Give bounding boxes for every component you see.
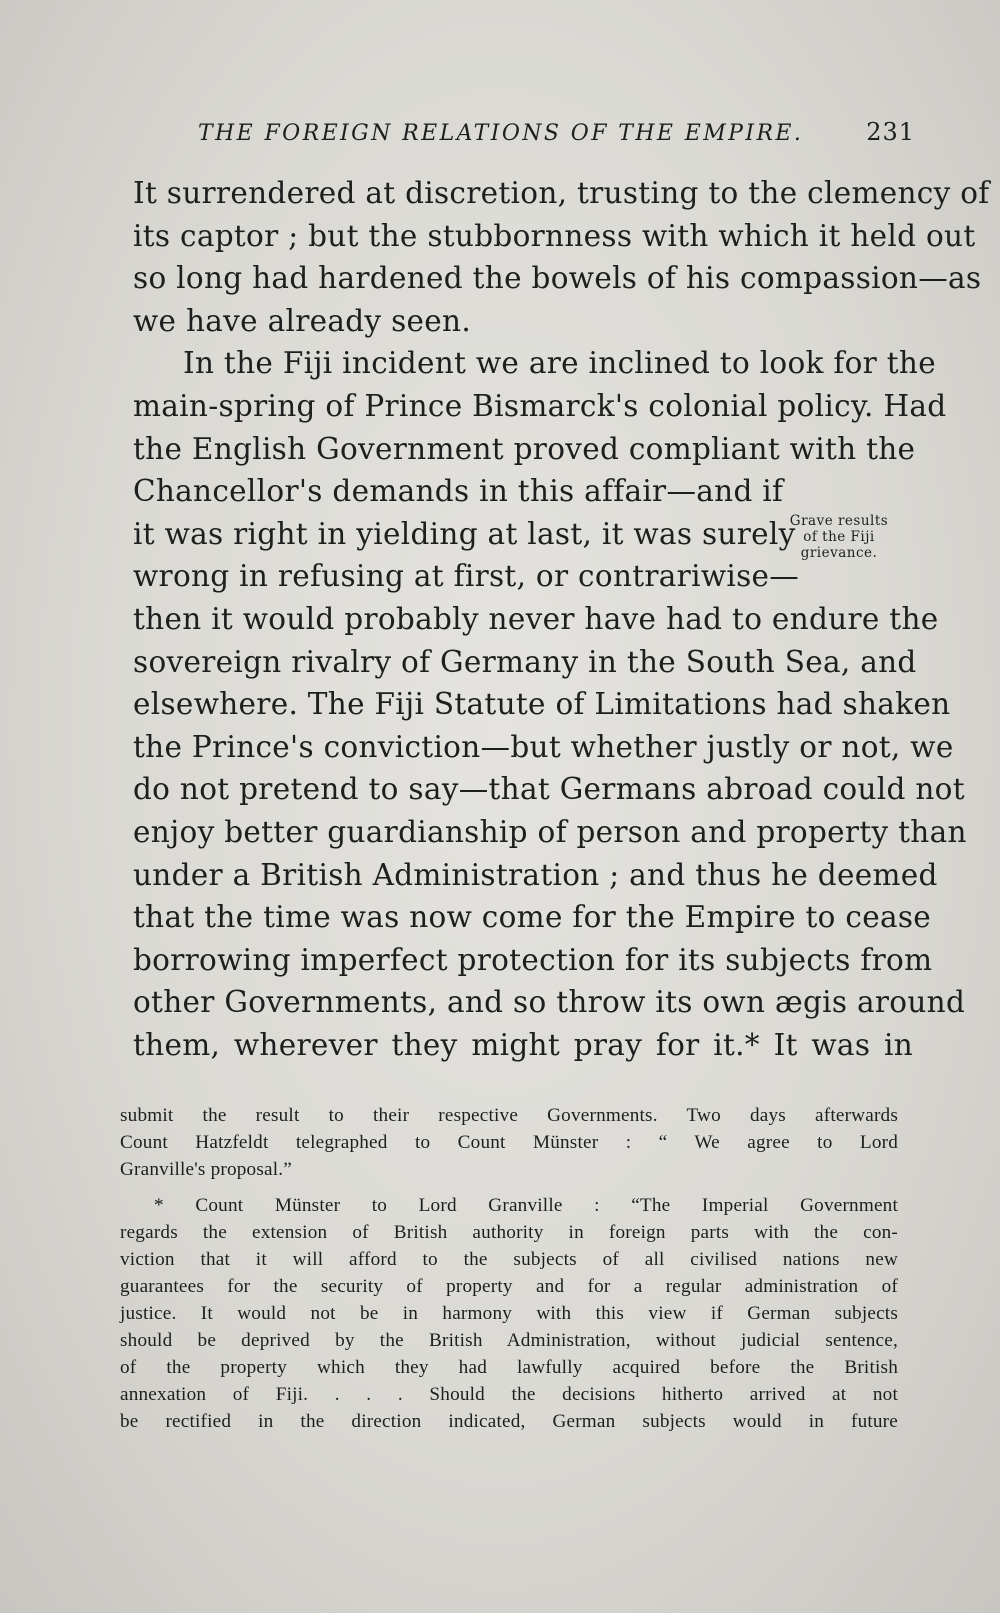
body-line: Chancellor's demands in this affair—and if: [133, 474, 784, 509]
footnote-line: Granville's proposal.”: [120, 1159, 292, 1180]
body-line: borrowing imperfect protection for its subjects from: [133, 942, 933, 977]
body-line: do not pretend to say—that Germans abroad could not: [133, 772, 965, 807]
footnote-line: submit the result to their respective Governments. Two days afterwards: [120, 1105, 898, 1126]
margin-note-line: grievance.: [800, 545, 878, 561]
running-title: THE FOREIGN RELATIONS OF THE EMPIRE.: [198, 121, 804, 146]
footnote-line: should be deprived by the British Administration, without judicial sentence,: [120, 1330, 898, 1351]
footnote-line: justice. It would not be in harmony with this view if German subjects: [120, 1303, 898, 1324]
body-line: other Governments, and so throw its own ægis around: [133, 985, 966, 1020]
footnote-gap: [120, 1183, 898, 1192]
footnote-line: regards the extension of British authority in foreign parts with the con-: [120, 1222, 898, 1243]
margin-note-line: of the Fiji: [803, 529, 875, 545]
footnote-line: be rectified in the direction indicated, German subjects would in future: [120, 1411, 898, 1432]
body-line: In the Fiji incident we are inclined to look for the: [183, 346, 936, 381]
footnote-line: * Count Münster to Lord Granville : “The Imperial Government: [154, 1195, 898, 1216]
body-line: then it would probably never have had to endure the: [133, 601, 939, 636]
body-line: main-spring of Prince Bismarck's colonial policy. Had: [133, 388, 947, 423]
body-line: we have already seen.: [133, 303, 472, 338]
footnote-line: annexation of Fiji. . . . Should the decisions hitherto arrived at not: [120, 1384, 898, 1405]
body-text: [133, 172, 990, 1066]
body-line: the English Government proved compliant with the: [133, 431, 916, 466]
body-line: under a British Administration ; and thus he deemed: [133, 857, 938, 892]
body-line: so long had hardened the bowels of his compassion—as: [133, 261, 982, 296]
body-line: enjoy better guardianship of person and property than: [133, 814, 967, 849]
footnotes: [120, 1102, 898, 1435]
body-line: its captor ; but the stubbornness with which it held out: [133, 218, 976, 253]
body-line: wrong in refusing at first, or contrariwise—: [133, 559, 800, 594]
margin-note-line: Grave results: [789, 513, 889, 529]
footnote-line: Count Hatzfeldt telegraphed to Count Münster : “ We agree to Lord: [120, 1132, 898, 1153]
footnote-line: viction that it will afford to the subjects of all civilised nations new: [120, 1249, 898, 1270]
body-line: elsewhere. The Fiji Statute of Limitations had shaken: [133, 687, 951, 722]
body-line: the Prince's conviction—but whether justly or not, we: [133, 729, 954, 764]
running-head: [135, 118, 915, 152]
margin-note: [770, 513, 908, 561]
page-number: 231: [866, 118, 915, 146]
body-line: that the time was now come for the Empire to cease: [133, 900, 932, 935]
body-line: it was right in yielding at last, it was surely: [133, 516, 796, 551]
body-line: It surrendered at discretion, trusting to the clemency of: [133, 176, 990, 210]
footnote-line: of the property which they had lawfully acquired before the British: [120, 1357, 898, 1378]
body-line: them, wherever they might pray for it.* It was in: [133, 1027, 913, 1062]
body-line: sovereign rivalry of Germany in the South Sea, and: [133, 644, 917, 679]
footnote-line: guarantees for the security of property and for a regular administration of: [120, 1276, 898, 1297]
